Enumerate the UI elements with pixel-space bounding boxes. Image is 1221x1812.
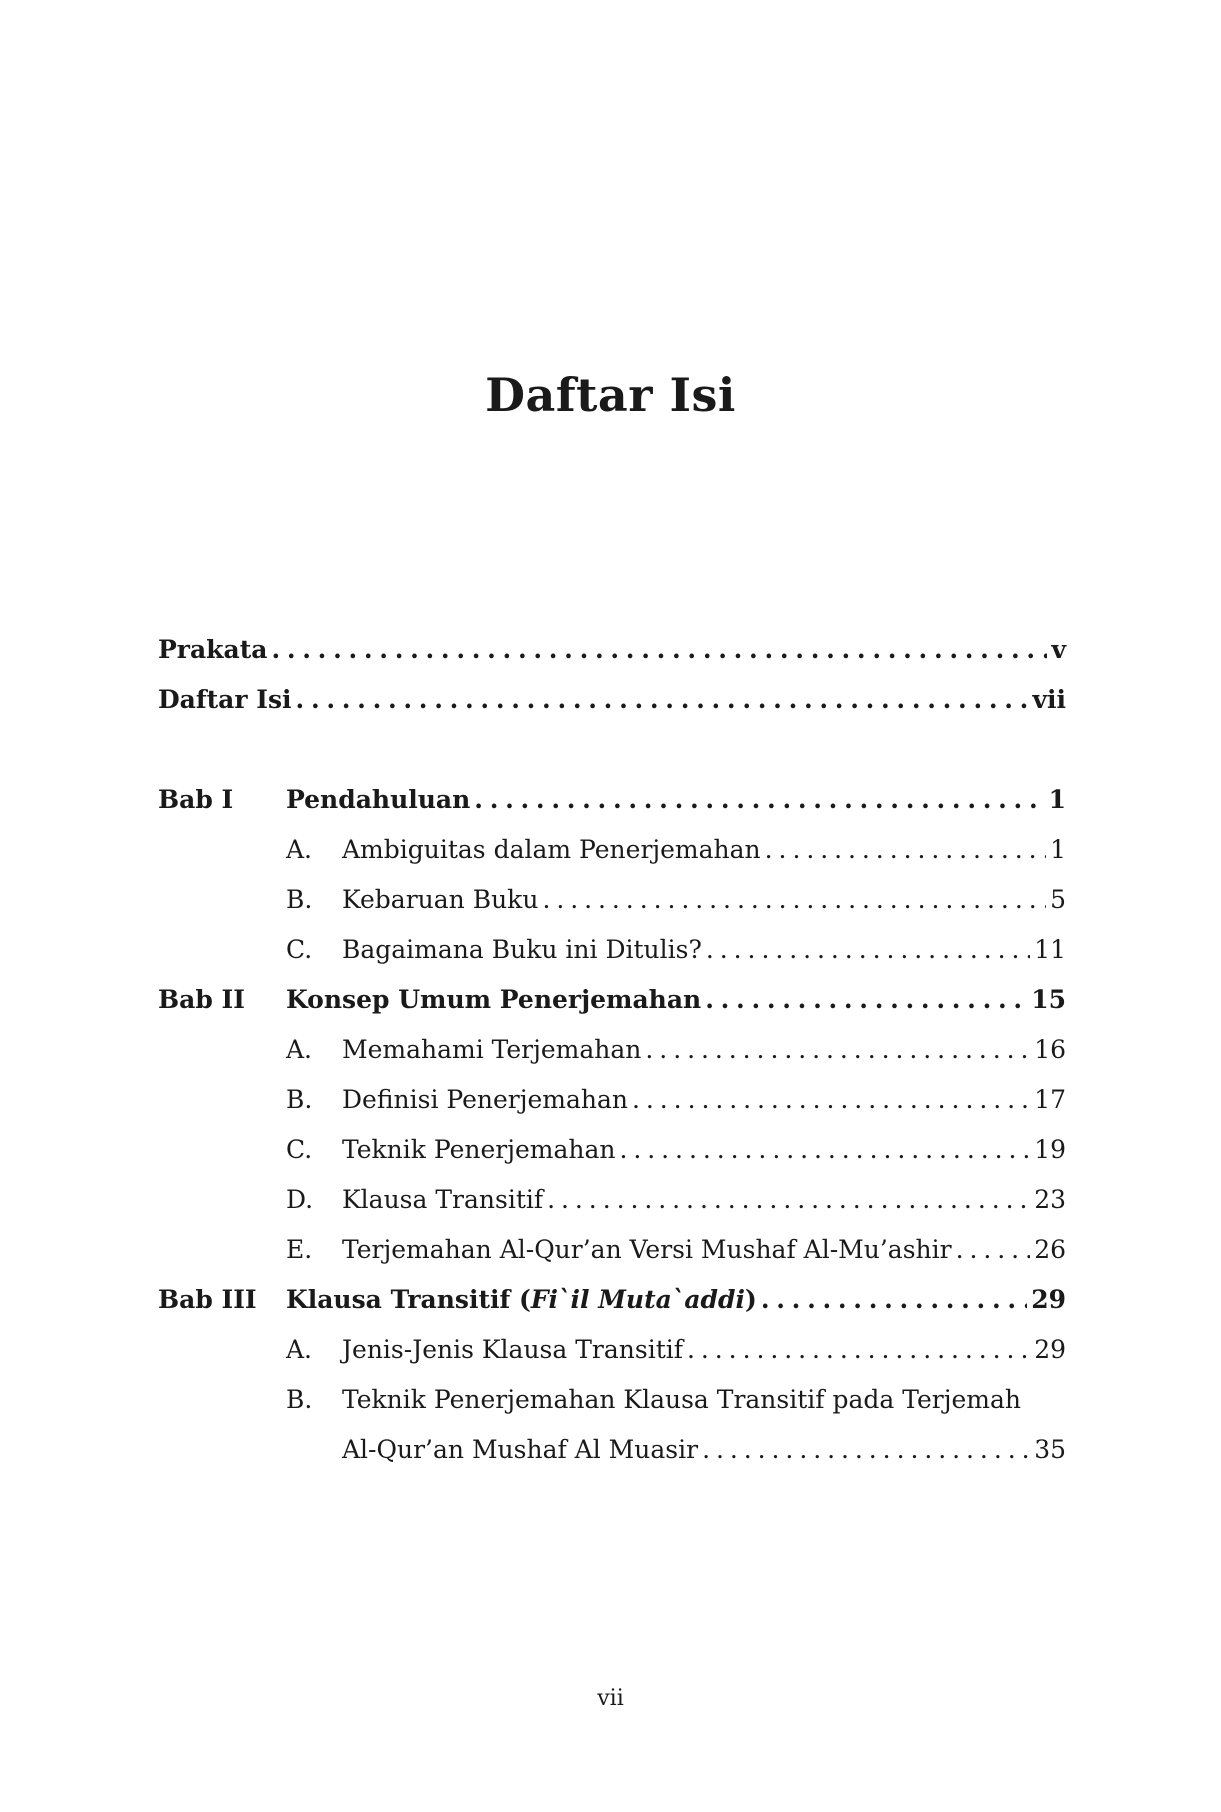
toc-page: 29 [1031,1285,1066,1314]
toc-label: Jenis-Jenis Klausa Transitif [342,1335,683,1364]
toc-section-1b[interactable] [158,880,1066,920]
toc-label: Konsep Umum Penerjemahan [286,985,702,1014]
toc-page: 15 [1031,985,1066,1014]
toc-label: Prakata [158,635,268,664]
label-italic: Fi`il Muta`addi [530,1285,746,1314]
toc-label-line1: Teknik Penerjemahan Klausa Transitif pada Terjemah [342,1385,1021,1414]
toc-chapter-1[interactable] [158,780,1066,820]
dot-leader [956,1230,1031,1270]
dot-leader [271,630,1047,670]
chapter-number: Bab II [158,985,245,1014]
section-letter: C. [286,935,313,964]
toc-label: Ambiguitas dalam Penerjemahan [342,835,761,864]
section-letter: B. [286,1085,313,1114]
dot-leader [619,1130,1030,1170]
toc-page: 23 [1034,1185,1066,1214]
section-letter: A. [286,1335,313,1364]
toc-page: 35 [1034,1435,1066,1464]
toc-label: Bagaimana Buku ini Ditulis? [342,935,702,964]
section-letter: A. [286,1035,313,1064]
toc-page: 11 [1034,935,1066,964]
toc-section-3b[interactable] [158,1380,1066,1420]
dot-leader [542,880,1046,920]
toc-label-line2: Al-Qur’an Mushaf Al Muasir [342,1435,699,1464]
toc-page: 16 [1034,1035,1066,1064]
toc-label: Teknik Penerjemahan [342,1135,616,1164]
toc-section-3a[interactable] [158,1330,1066,1370]
toc-page: vii [1032,685,1066,714]
toc-label: Daftar Isi [158,685,292,714]
dot-leader [296,680,1029,720]
toc-entry-daftar-isi[interactable] [158,680,1066,720]
toc-page: 29 [1034,1335,1066,1364]
toc-entry-prakata[interactable] [158,630,1066,670]
toc-section-1a[interactable] [158,830,1066,870]
dot-leader [687,1330,1030,1370]
dot-leader [645,1030,1030,1070]
dot-leader [706,930,1030,970]
section-letter: B. [286,885,313,914]
section-letter: B. [286,1385,313,1414]
toc-label: Kebaruan Buku [342,885,539,914]
toc-label: Klausa Transitif [342,1185,544,1214]
dot-leader [761,1280,1027,1320]
toc-chapter-3[interactable] [158,1280,1066,1320]
label-suffix: ) [745,1285,757,1314]
dot-leader [474,780,1044,820]
toc-page: 26 [1034,1235,1066,1264]
toc-section-2d[interactable] [158,1180,1066,1220]
dot-leader [632,1080,1030,1120]
toc-section-1c[interactable] [158,930,1066,970]
section-letter: D. [286,1185,314,1214]
toc-page: 5 [1050,885,1066,914]
toc-page: v [1051,635,1066,664]
section-letter: E. [286,1235,313,1264]
chapter-number: Bab I [158,785,234,814]
chapter-number: Bab III [158,1285,257,1314]
toc-chapter-2[interactable] [158,980,1066,1020]
toc-section-2e[interactable] [158,1230,1066,1270]
dot-leader [705,980,1027,1020]
dot-leader [547,1180,1030,1220]
dot-leader [702,1430,1030,1470]
toc-label: Pendahuluan [286,785,471,814]
toc-label: Memahami Terjemahan [342,1035,642,1064]
toc-page: 1 [1050,835,1066,864]
page-title: Daftar Isi [485,368,736,422]
section-letter: C. [286,1135,313,1164]
section-letter: A. [286,835,313,864]
toc-page: 19 [1034,1135,1066,1164]
toc-page: 17 [1034,1085,1066,1114]
toc-section-2b[interactable] [158,1080,1066,1120]
toc-label: Definisi Penerjemahan [342,1085,628,1114]
toc-section-3b-continued[interactable] [158,1430,1066,1470]
toc-page: 1 [1048,785,1066,814]
toc-label [286,1280,757,1320]
page-number-footer: vii [597,1686,624,1711]
toc-section-2a[interactable] [158,1030,1066,1070]
label-prefix: Klausa Transitif ( [286,1285,531,1314]
dot-leader [765,830,1046,870]
toc-label: Terjemahan Al-Qur’an Versi Mushaf Al-Mu’ashir [342,1235,952,1264]
toc-section-2c[interactable] [158,1130,1066,1170]
